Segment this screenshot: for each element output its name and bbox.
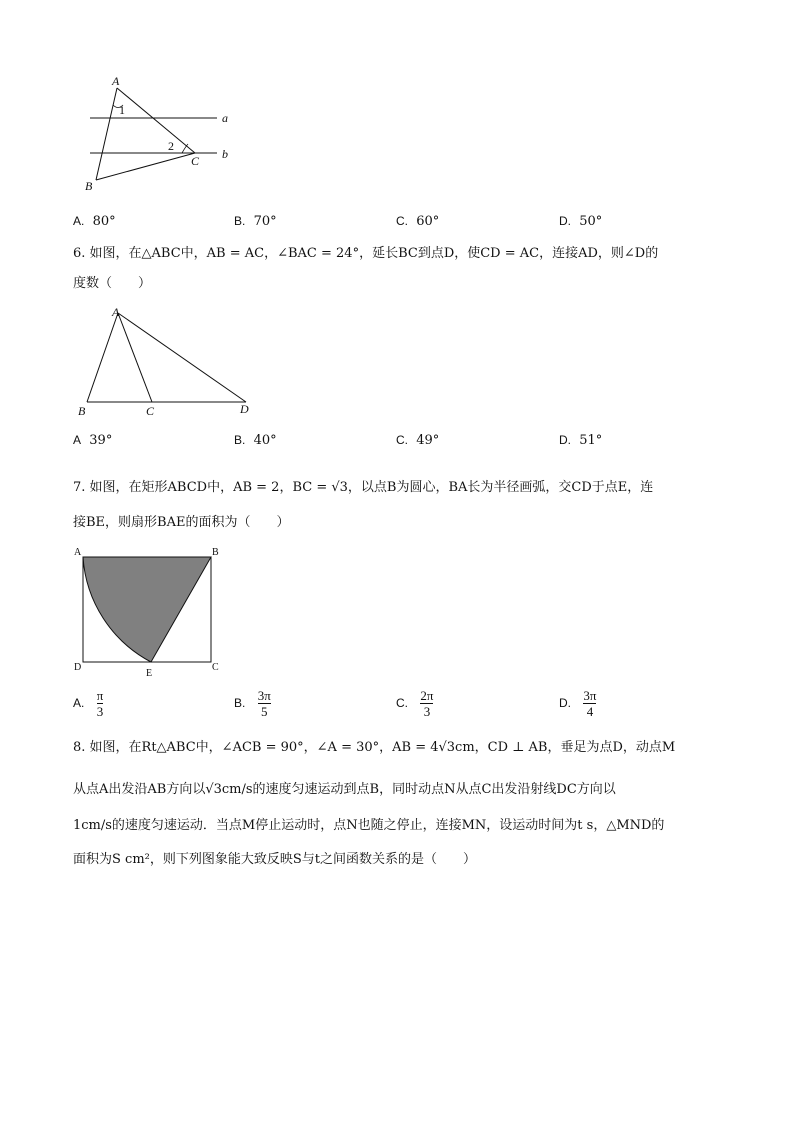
label-B: B bbox=[85, 179, 93, 193]
q7-option-b[interactable] bbox=[234, 688, 271, 719]
option-value: 40° bbox=[253, 433, 277, 448]
q7-option-c[interactable] bbox=[396, 688, 433, 719]
q7-option-a[interactable] bbox=[73, 688, 103, 719]
option-letter: A bbox=[73, 433, 82, 447]
q8-stem-line1: 8. 如图，在Rt△ABC中，∠ACB = 90°，∠A = 30°，AB = 4√3cm，CD ⊥ AB，垂足为点D，动点M bbox=[73, 740, 676, 755]
segment-AB bbox=[96, 88, 117, 180]
segment-AC bbox=[118, 313, 152, 402]
q7-stem-line1: 7. 如图，在矩形ABCD中，AB = 2，BC = √3，以点B为圆心，BA长为半径画弧，交CD于点E，连 bbox=[73, 480, 654, 495]
label-C: C bbox=[212, 662, 219, 673]
segment-AB bbox=[87, 313, 118, 402]
option-value: 60° bbox=[416, 214, 440, 229]
label-E: E bbox=[146, 668, 153, 679]
segment-AC bbox=[117, 88, 195, 153]
fraction bbox=[583, 688, 596, 719]
label-D: D bbox=[74, 662, 82, 673]
label-angle-1: 1 bbox=[119, 103, 125, 117]
sector-BAE bbox=[83, 557, 211, 662]
label-B: B bbox=[212, 547, 219, 558]
label-C: C bbox=[191, 154, 200, 168]
option-letter: C. bbox=[396, 696, 408, 710]
q5-option-c[interactable] bbox=[396, 214, 439, 229]
denominator: 5 bbox=[261, 704, 268, 719]
fraction bbox=[258, 688, 271, 719]
q8-stem-line2: 从点A出发沿AB方向以√3cm/s的速度匀速运动到点B，同时动点N从点C出发沿射线DC方向以 bbox=[73, 782, 616, 797]
q6-figure bbox=[74, 303, 259, 418]
q7-option-d[interactable] bbox=[559, 688, 596, 719]
label-D: D bbox=[240, 402, 249, 416]
option-value: 39° bbox=[89, 433, 113, 448]
q5-option-b[interactable] bbox=[234, 214, 277, 229]
q5-figure bbox=[80, 72, 240, 197]
q5-option-d[interactable] bbox=[559, 214, 602, 229]
label-angle-2: 2 bbox=[168, 139, 174, 153]
denominator: 3 bbox=[96, 704, 104, 719]
option-letter: D. bbox=[559, 214, 571, 228]
label-A: A bbox=[112, 74, 120, 88]
numerator: 2π bbox=[420, 688, 434, 703]
option-letter: C. bbox=[396, 433, 408, 447]
q8-stem-line3: 1cm/s的速度匀速运动．当点M停止运动时，点N也随之停止，连接MN，设运动时间为t s，△MND的 bbox=[73, 818, 665, 833]
angle-2-arc bbox=[182, 144, 188, 153]
denominator: 3 bbox=[423, 704, 431, 719]
segment-AD bbox=[118, 313, 246, 402]
option-letter: D. bbox=[559, 433, 571, 447]
option-letter: A. bbox=[73, 214, 85, 228]
q6-option-c[interactable] bbox=[396, 433, 439, 448]
label-a: a bbox=[222, 111, 228, 125]
fraction bbox=[420, 688, 433, 719]
option-value: 51° bbox=[579, 433, 603, 448]
q6-option-a[interactable] bbox=[73, 433, 112, 448]
label-A: A bbox=[112, 305, 120, 319]
label-C: C bbox=[146, 404, 155, 418]
option-value: 50° bbox=[579, 214, 603, 229]
numerator: 3π bbox=[257, 688, 271, 703]
option-letter: B. bbox=[234, 696, 246, 710]
option-letter: D. bbox=[559, 696, 571, 710]
numerator: π bbox=[96, 688, 104, 703]
option-letter: C. bbox=[396, 214, 408, 228]
label-A: A bbox=[74, 547, 82, 558]
option-letter: B. bbox=[234, 433, 246, 447]
label-B: B bbox=[78, 404, 86, 418]
denominator: 4 bbox=[586, 704, 594, 719]
option-letter: A. bbox=[73, 696, 85, 710]
q5-option-a[interactable] bbox=[73, 214, 116, 229]
segment-BC bbox=[96, 153, 195, 180]
option-value: 80° bbox=[92, 214, 116, 229]
label-b: b bbox=[222, 147, 228, 161]
q7-figure bbox=[72, 544, 227, 679]
option-value: 49° bbox=[416, 433, 440, 448]
q6-stem-line2: 度数（ ） bbox=[73, 276, 152, 291]
option-letter: B. bbox=[234, 214, 246, 228]
q6-option-d[interactable] bbox=[559, 433, 602, 448]
fraction bbox=[97, 688, 104, 719]
option-value: 70° bbox=[253, 214, 277, 229]
q6-option-b[interactable] bbox=[234, 433, 277, 448]
q7-stem-line2: 接BE，则扇形BAE的面积为（ ） bbox=[73, 515, 290, 530]
q6-stem-line1: 6. 如图，在△ABC中，AB = AC，∠BAC = 24°，延长BC到点D，使CD = AC，连接AD，则∠D的 bbox=[73, 246, 659, 261]
numerator: 3π bbox=[583, 688, 597, 703]
q8-stem-line4: 面积为S cm²，则下列图象能大致反映S与t之间函数关系的是（ ） bbox=[73, 852, 476, 867]
